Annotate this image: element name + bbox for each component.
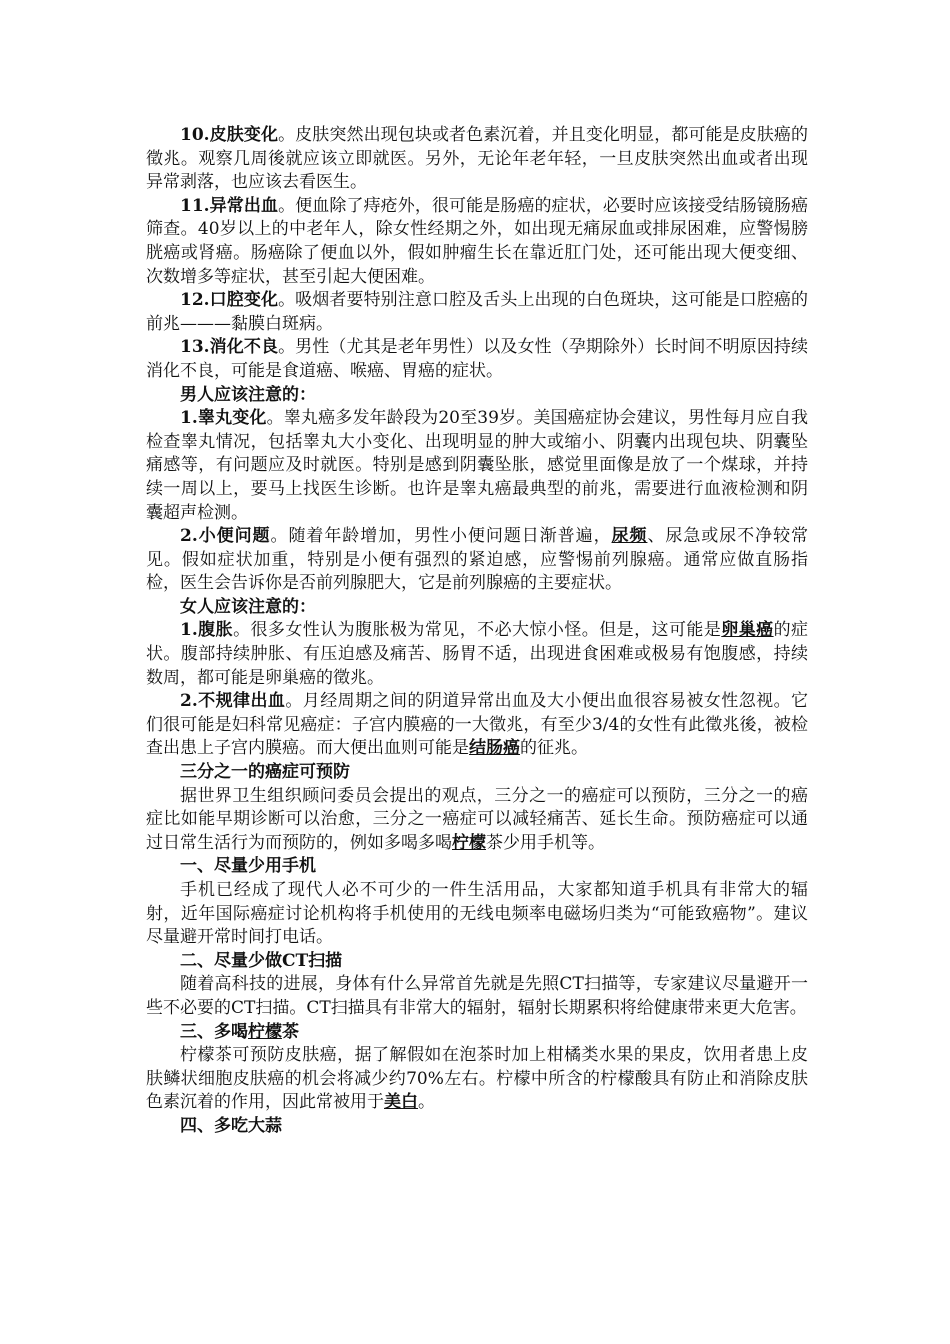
item-text: 随着高科技的进展，身体有什么异常首先就是先照CT扫描等，专家建议尽量避开一些不必要的CT扫描。CT扫描具有非常大的辐射，辐射长期累积将给健康带来更大危害。 [146,974,808,1018]
paragraph-oral-change [146,289,808,336]
item-lead: 1.腹胀 [180,620,234,641]
heading-women: 女人应该注意的： [180,596,316,617]
item-lead: 12.口腔变化 [180,290,279,311]
item-lead: 11.异常出血 [180,195,279,216]
paragraph-skin-change [146,124,808,195]
link-whitening[interactable]: 美白 [384,1092,418,1113]
paragraph-ct [146,973,808,1020]
paragraph-bloating [146,619,808,690]
document-body [146,124,808,1139]
item-lead: 2.小便问题 [180,526,271,547]
item-lead: 10.皮肤变化 [180,125,279,145]
item-text: 。男性（尤其是老年男性）以及女性（孕期除外）长时间不明原因持续消化不良，可能是食道癌、喉癌、胃癌的症状。 [146,337,809,381]
item-lead: 1.睾丸变化 [180,408,267,429]
item-text: 茶少用手机等。 [486,832,605,853]
heading-garlic: 四、多吃大蒜 [180,1115,282,1136]
link-frequent-urination[interactable]: 尿频 [611,526,648,547]
paragraph-phone [146,879,808,950]
item-text: 的症状。腹部持续肿胀、有压迫感及痛苦、肠胃不适，出现进食困难或极易有饱腹感，持续数周，都可能是卵巢癌的徵兆。 [146,620,809,688]
paragraph-indigestion [146,336,808,383]
paragraph-who-view [146,785,808,856]
item-text: 手机已经成了现代人必不可少的一件生活用品，大家都知道手机具有非常大的辐射，近年国际癌症讨论机构将手机使用的无线电频率电磁场归类为“可能致癌物”。建议尽量避开常时间打电话。 [146,880,808,948]
item-pre: 。很多女性认为腹胀极为常见，不必大惊小怪。但是，这可能是 [233,620,722,641]
heading-less-ct: 二、尽量少做CT扫描 [180,950,343,971]
heading-preventable: 三分之一的癌症可预防 [180,762,350,783]
link-lemon[interactable]: 柠檬 [452,832,486,853]
paragraph-lemon-tea [146,1044,808,1115]
paragraph-testicle-change [146,407,808,525]
paragraph-urination [146,525,808,596]
item-lead: 13.消化不良 [180,337,279,358]
item-lead: 2.不规律出血 [180,691,286,712]
item-pre: 。随着年龄增加，男性小便问题日渐普遍， [270,526,612,547]
item-pre: 据世界卫生组织顾问委员会提出的观点，三分之一的癌症可以预防，三分之一的癌症比如能早期诊断可以治愈，三分之一癌症可以减轻痛苦、延长生命。预防癌症可以通过日常生活行为而预防的，例如多喝多喝 [146,785,808,853]
item-pre: 三、多喝 [180,1021,248,1042]
item-text: 。吸烟者要特别注意口腔及舌头上出现的白色斑块，这可能是口腔癌的前兆———黏膜白斑病。 [146,290,809,334]
item-text: 。便血除了痔疮外，很可能是肠癌的症状，必要时应该接受结肠镜肠癌筛查。40岁以上的中老年人，除女性经期之外，如出现无痛尿血或排尿困难，应警惕膀胱癌或肾癌。肠癌除了便血以外，假如肿瘤生长在靠近肛门处，还可能出现大便变细、次数增多等症状，甚至引起大便困难。 [146,195,809,287]
item-text: 茶 [282,1021,299,1042]
link-ovarian-cancer[interactable]: 卵巢癌 [721,620,774,641]
heading-lemon-tea [146,1021,808,1045]
link-lemon-heading[interactable]: 柠檬 [248,1021,282,1042]
heading-less-phone: 一、尽量少用手机 [180,856,316,877]
item-text: 。 [418,1092,435,1113]
item-text: 。睾丸癌多发年龄段为20至39岁。美国癌症协会建议，男性每月应自我检查睾丸情况，包括睾丸大小变化、出现明显的肿大或缩小、阴囊内出现包块、阴囊坠痛感等，有问题应及时就医。特别是感到阴囊坠胀，感觉里面像是放了一个煤球，并持续一周以上，要马上找医生诊断。也许是睾丸癌最典型的前兆，需要进行血液检测和阴囊超声检测。 [146,408,809,523]
item-text: 的征兆。 [520,738,588,759]
item-text: 。皮肤突然出现包块或者色素沉着，并且变化明显，都可能是皮肤癌的徵兆。观察几周後就应该立即就医。另外，无论年老年轻，一旦皮肤突然出血或者出现异常剥落，也应该去看医生。 [146,125,809,193]
paragraph-abnormal-bleeding [146,195,808,289]
item-pre: 。月经周期之间的阴道异常出血及大小便出血很容易被女性忽视。它们很可能是妇科常见癌症：子宫内膜癌的一大徵兆，有至少3/4的女性有此徵兆後，被检查出患上子宫内膜癌。而大便出血则可能是 [146,691,809,759]
link-colon-cancer[interactable]: 结肠癌 [469,738,520,759]
paragraph-irregular-bleeding [146,690,808,761]
item-pre: 柠檬茶可预防皮肤癌，据了解假如在泡茶时加上柑橘类水果的果皮，饮用者患上皮肤鳞状细胞皮肤癌的机会将减少约70%左右。柠檬中所含的柠檬酸具有防止和消除皮肤色素沉着的作用，因此常被用于 [146,1045,808,1113]
heading-men: 男人应该注意的： [180,384,316,405]
item-text: 、尿急或尿不净较常见。假如症状加重，特别是小便有强烈的紧迫感，应警惕前列腺癌。通常应做直肠指检，医生会告诉你是否前列腺肥大，它是前列腺癌的主要症状。 [146,526,809,594]
